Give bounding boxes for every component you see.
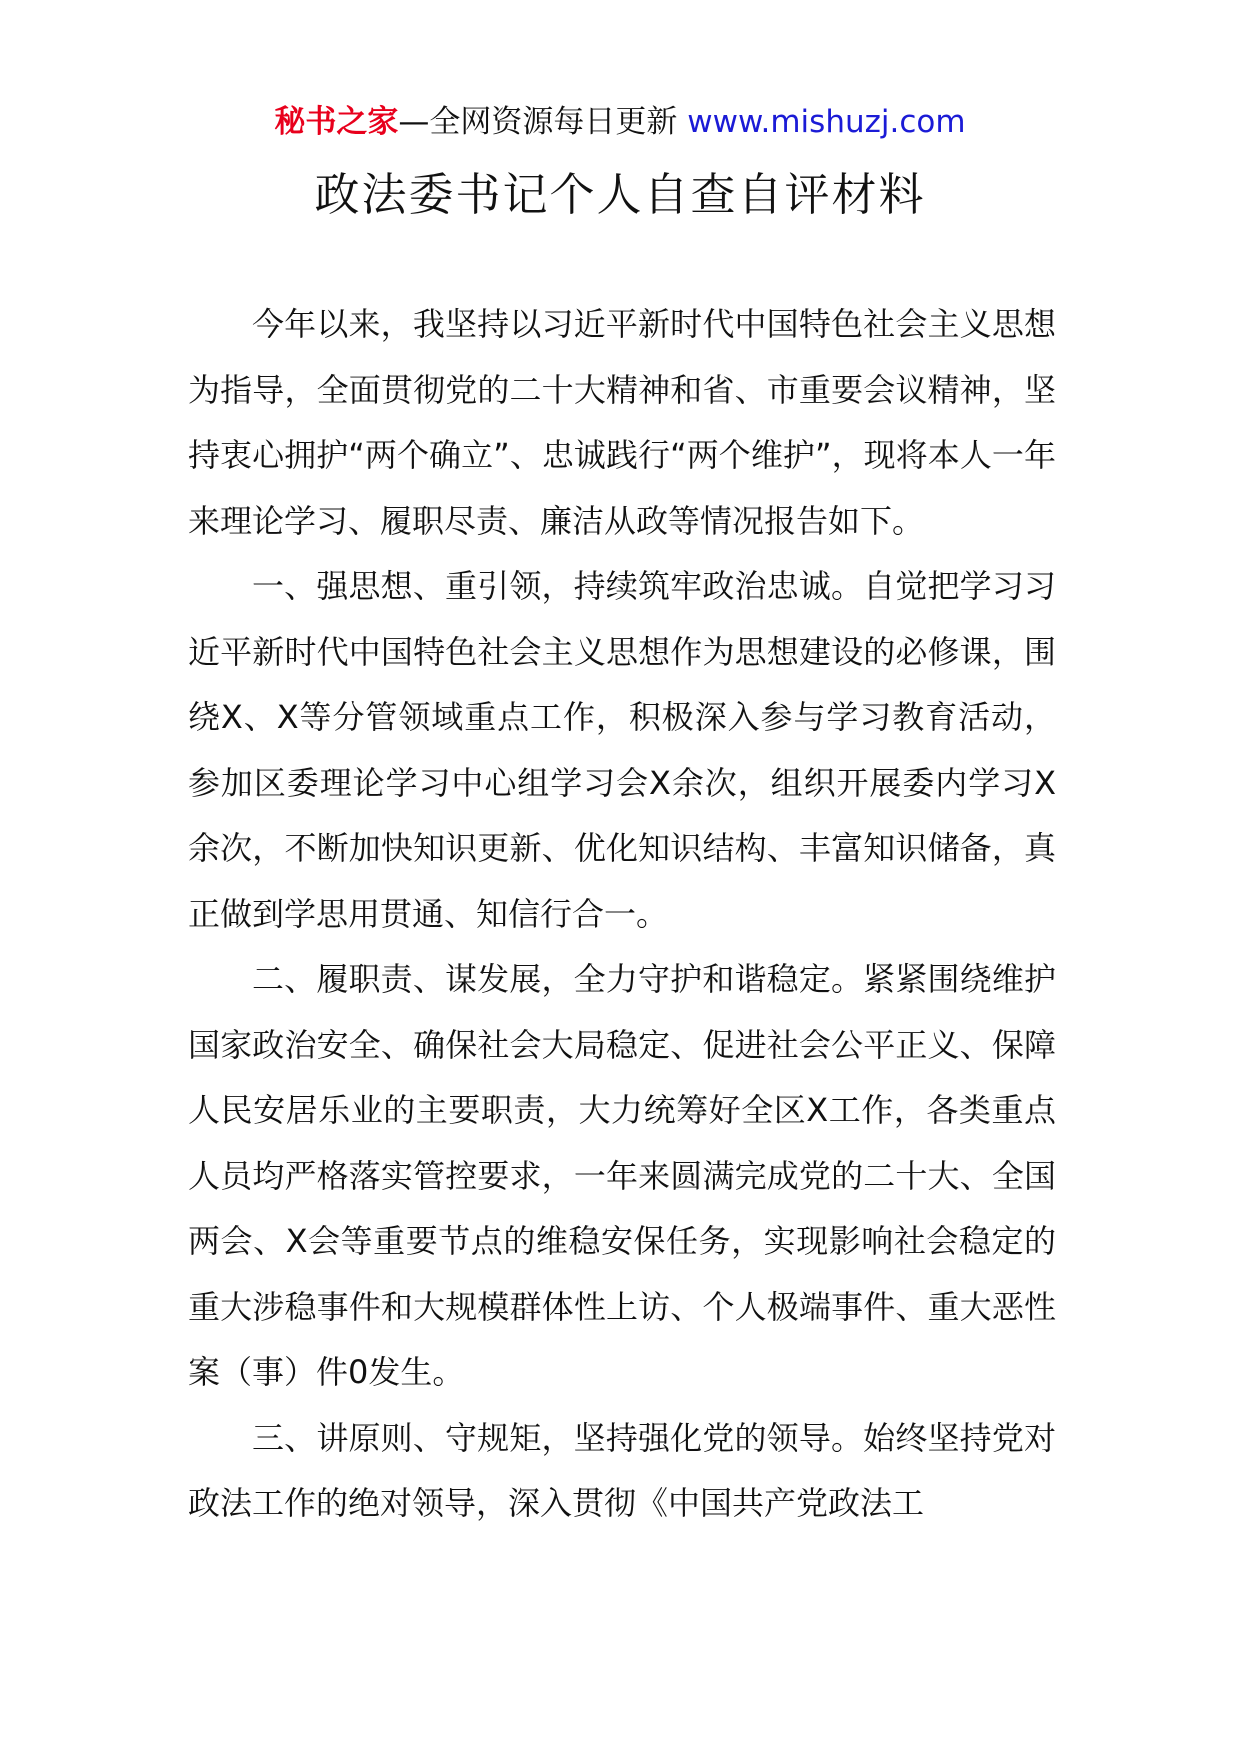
document-body — [188, 292, 1056, 1537]
site-url-link[interactable]: www.mishuzj.com — [687, 104, 966, 140]
site-tagline: —全网资源每日更新 — [398, 104, 678, 140]
site-brand: 秘书之家 — [274, 104, 399, 140]
site-header — [0, 100, 1240, 144]
paragraph-intro: 今年以来，我坚持以习近平新时代中国特色社会主义思想为指导，全面贯彻党的二十大精神和省、市重要会议精神，坚持衷心拥护“两个确立”、忠诚践行“两个维护”，现将本人一年来理论学习、履职尽责、廉洁从政等情况报告如下。 — [188, 305, 1056, 540]
paragraph-section-2: 二、履职责、谋发展，全力守护和谐稳定。紧紧围绕维护国家政治安全、确保社会大局稳定、促进社会公平正义、保障人民安居乐业的主要职责，大力统筹好全区X工作，各类重点人员均严格落实管控要求，一年来圆满完成党的二十大、全国两会、X会等重要节点的维稳安保任务，实现影响社会稳定的重大涉稳事件和大规模群体性上访、个人极端事件、重大恶性案（事）件0发生。 — [188, 960, 1056, 1391]
paragraph-section-1: 一、强思想、重引领，持续筑牢政治忠诚。自觉把学习习近平新时代中国特色社会主义思想作为思想建设的必修课，围绕X、X等分管领域重点工作，积极深入参与学习教育活动，参加区委理论学习中心组学习会X余次，组织开展委内学习X余次，不断加快知识更新、优化知识结构、丰富知识储备，真正做到学思用贯通、知信行合一。 — [188, 567, 1056, 933]
document-title: 政法委书记个人自查自评材料 — [314, 168, 926, 221]
paragraph-section-3: 三、讲原则、守规矩，坚持强化党的领导。始终坚持党对政法工作的绝对领导，深入贯彻《中国共产党政法工 — [188, 1418, 1056, 1522]
